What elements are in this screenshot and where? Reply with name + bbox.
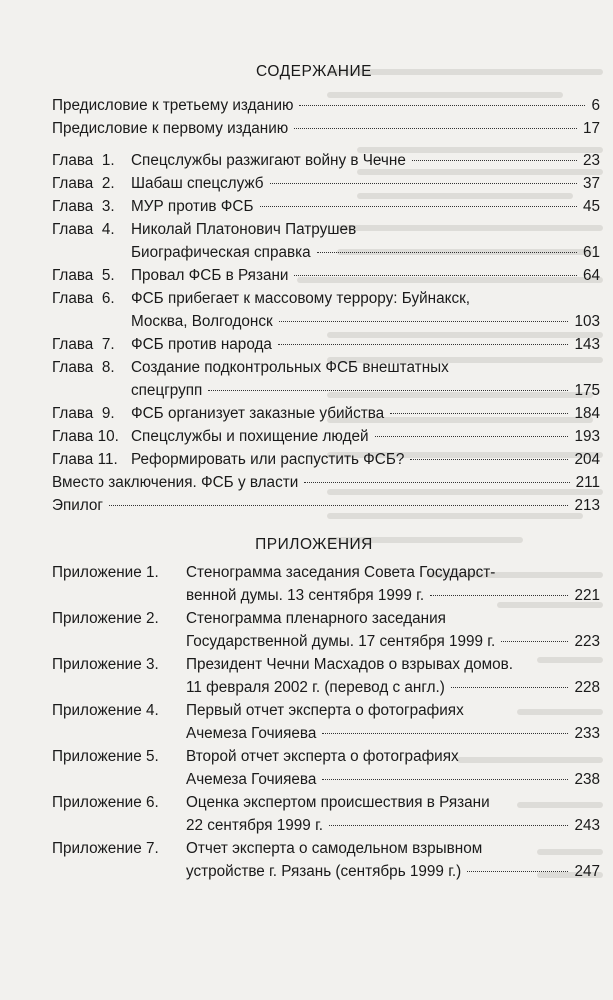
entry-title-line: Стенограмма пленарного заседания bbox=[186, 610, 446, 627]
page-number: 175 bbox=[574, 382, 600, 399]
entry-title-line: Ачемеза Гочияева bbox=[186, 771, 317, 788]
contents-entry[interactable] bbox=[52, 172, 600, 195]
dot-leader bbox=[304, 482, 569, 483]
dot-leader bbox=[467, 871, 568, 872]
entry-title-line: Первый отчет эксперта о фотографиях bbox=[186, 702, 464, 719]
page-number: 61 bbox=[582, 244, 600, 261]
contents-entry[interactable] bbox=[52, 287, 600, 333]
entry-title-line: устройстве г. Рязань (сентябрь 1999 г.) bbox=[186, 863, 462, 880]
page-number: 228 bbox=[574, 679, 600, 696]
entry-title-line: Шабаш спецслужб bbox=[131, 175, 264, 192]
page-number: 103 bbox=[574, 313, 600, 330]
contents-entry[interactable] bbox=[52, 195, 600, 218]
dot-leader bbox=[260, 206, 577, 207]
entry-label: Глава 5. bbox=[52, 267, 115, 284]
appendices-heading: ПРИЛОЖЕНИЯ bbox=[255, 536, 373, 553]
entry-title-line: спецгрупп bbox=[131, 382, 203, 399]
entry-title-line: Вместо заключения. ФСБ у власти bbox=[52, 474, 299, 491]
appendix-entry[interactable] bbox=[52, 607, 600, 653]
entry-title-line: Эпилог bbox=[52, 497, 104, 514]
contents-entry[interactable] bbox=[52, 149, 600, 172]
contents-entry[interactable] bbox=[52, 218, 600, 264]
contents-entry[interactable] bbox=[52, 117, 600, 140]
entry-title-line: Спецслужбы и похищение людей bbox=[131, 428, 369, 445]
contents-entry[interactable] bbox=[52, 356, 600, 402]
dot-leader bbox=[294, 275, 577, 276]
entry-title-line: МУР против ФСБ bbox=[131, 198, 254, 215]
entry-title-line: Второй отчет эксперта о фотографиях bbox=[186, 748, 459, 765]
dot-leader bbox=[317, 252, 577, 253]
entry-title-line: Биографическая справка bbox=[131, 244, 311, 261]
page-number: 211 bbox=[575, 474, 600, 491]
entry-label: Глава 10. bbox=[52, 428, 119, 445]
page-number: 17 bbox=[582, 120, 600, 137]
contents-entry[interactable] bbox=[52, 425, 600, 448]
entry-label: Приложение 6. bbox=[52, 794, 159, 811]
entry-title-line: 22 сентября 1999 г. bbox=[186, 817, 324, 834]
entry-title-line: Провал ФСБ в Рязани bbox=[131, 267, 289, 284]
contents-entry[interactable] bbox=[52, 333, 600, 356]
page-number: 238 bbox=[574, 771, 600, 788]
contents-entry[interactable] bbox=[52, 448, 600, 471]
dot-leader bbox=[322, 779, 568, 780]
entry-title-line: Москва, Волгодонск bbox=[131, 313, 273, 330]
entry-label: Глава 8. bbox=[52, 359, 115, 376]
contents-entry[interactable] bbox=[52, 94, 600, 117]
entry-title-line: Николай Платонович Патрушев bbox=[131, 221, 357, 238]
page-number: 64 bbox=[582, 267, 600, 284]
entry-title-line: Предисловие к третьему изданию bbox=[52, 97, 294, 114]
dot-leader bbox=[109, 505, 568, 506]
page-number: 243 bbox=[574, 817, 600, 834]
dot-leader bbox=[410, 459, 568, 460]
entry-label: Приложение 1. bbox=[52, 564, 159, 581]
page-number: 193 bbox=[574, 428, 600, 445]
entry-label: Приложение 4. bbox=[52, 702, 159, 719]
entry-label: Глава 1. bbox=[52, 152, 115, 169]
page-number: 45 bbox=[582, 198, 600, 215]
entry-title-line: ФСБ организует заказные убийства bbox=[131, 405, 385, 422]
entry-title-line: Создание подконтрольных ФСБ внештатных bbox=[131, 359, 449, 376]
dot-leader bbox=[208, 390, 568, 391]
entry-title-line: Президент Чечни Масхадов о взрывах домов. bbox=[186, 656, 514, 673]
entry-label: Глава 7. bbox=[52, 336, 115, 353]
dot-leader bbox=[294, 128, 577, 129]
entry-label: Приложение 5. bbox=[52, 748, 159, 765]
entry-title-line: Реформировать или распустить ФСБ? bbox=[131, 451, 405, 468]
page-number: 143 bbox=[574, 336, 600, 353]
dot-leader bbox=[412, 160, 577, 161]
entry-title-line: Отчет эксперта о самодельном взрывном bbox=[186, 840, 483, 857]
dot-leader bbox=[299, 105, 585, 106]
dot-leader bbox=[279, 321, 569, 322]
contents-list bbox=[52, 94, 600, 517]
entry-label: Глава 6. bbox=[52, 290, 115, 307]
entry-title-line: Предисловие к первому изданию bbox=[52, 120, 289, 137]
page-number: 23 bbox=[582, 152, 600, 169]
appendix-entry[interactable] bbox=[52, 699, 600, 745]
entry-label: Приложение 2. bbox=[52, 610, 159, 627]
entry-title-line: Ачемеза Гочияева bbox=[186, 725, 317, 742]
page-number: 204 bbox=[574, 451, 600, 468]
page-number: 37 bbox=[582, 175, 600, 192]
contents-heading: СОДЕРЖАНИЕ bbox=[256, 63, 372, 80]
page-number: 223 bbox=[574, 633, 600, 650]
page-number: 233 bbox=[574, 725, 600, 742]
dot-leader bbox=[451, 687, 569, 688]
entry-label: Глава 9. bbox=[52, 405, 115, 422]
table-of-contents bbox=[52, 60, 600, 883]
entry-label: Глава 2. bbox=[52, 175, 115, 192]
entry-title-line: венной думы. 13 сентября 1999 г. bbox=[186, 587, 425, 604]
dot-leader bbox=[270, 183, 577, 184]
entry-title-line: ФСБ прибегает к массовому террору: Буйнакск, bbox=[131, 290, 471, 307]
page-number: 247 bbox=[574, 863, 600, 880]
appendix-entry[interactable] bbox=[52, 561, 600, 607]
entry-label: Глава 11. bbox=[52, 451, 118, 468]
entry-label: Приложение 3. bbox=[52, 656, 159, 673]
entry-label: Глава 3. bbox=[52, 198, 115, 215]
appendix-entry[interactable] bbox=[52, 745, 600, 791]
contents-entry[interactable] bbox=[52, 402, 600, 425]
entry-label: Глава 4. bbox=[52, 221, 115, 238]
entry-title-line: Государственной думы. 17 сентября 1999 г. bbox=[186, 633, 496, 650]
dot-leader bbox=[430, 595, 568, 596]
entry-title-line: Оценка экспертом происшествия в Рязани bbox=[186, 794, 490, 811]
dot-leader bbox=[390, 413, 568, 414]
entry-title-line: Спецслужбы разжигают войну в Чечне bbox=[131, 152, 406, 169]
entry-label: Приложение 7. bbox=[52, 840, 159, 857]
contents-entry[interactable] bbox=[52, 264, 600, 287]
page-number: 184 bbox=[574, 405, 600, 422]
dot-leader bbox=[375, 436, 569, 437]
dot-leader bbox=[322, 733, 568, 734]
page-number: 6 bbox=[591, 97, 600, 114]
contents-entry[interactable] bbox=[52, 471, 600, 494]
dot-leader bbox=[501, 641, 568, 642]
dot-leader bbox=[278, 344, 569, 345]
page-number: 221 bbox=[574, 587, 600, 604]
entry-title-line: ФСБ против народа bbox=[131, 336, 272, 353]
appendix-entry[interactable] bbox=[52, 791, 600, 837]
dot-leader bbox=[329, 825, 568, 826]
appendix-entry[interactable] bbox=[52, 837, 600, 883]
page-number: 213 bbox=[574, 497, 600, 514]
appendices-list bbox=[52, 561, 600, 883]
appendix-entry[interactable] bbox=[52, 653, 600, 699]
entry-title-line: Стенограмма заседания Совета Государст- bbox=[186, 564, 496, 581]
entry-title-line: 11 февраля 2002 г. (перевод с англ.) bbox=[186, 679, 445, 696]
contents-entry[interactable] bbox=[52, 494, 600, 517]
